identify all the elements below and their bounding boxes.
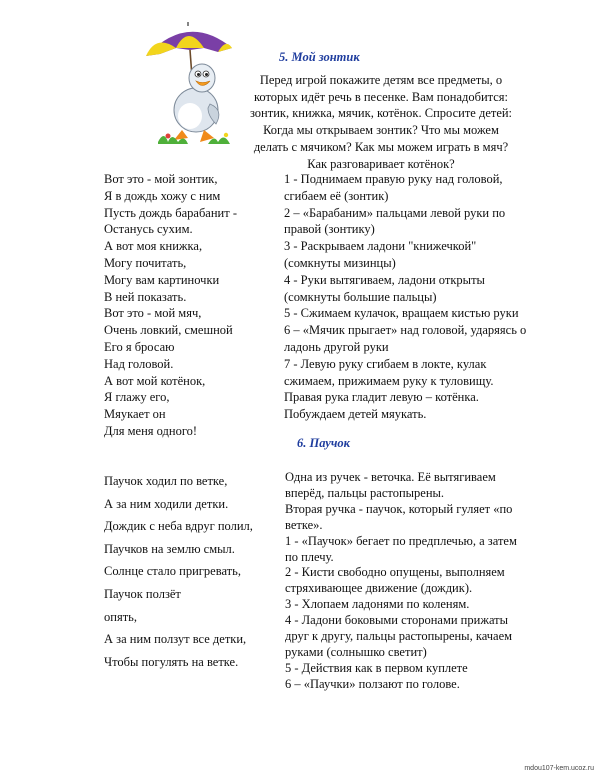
action-line: ветке». xyxy=(285,517,323,532)
section1-poem xyxy=(104,171,237,440)
poem-line: Паучок ходил по ветке, xyxy=(104,474,228,488)
intro-line: Перед игрой покажите детям все предметы, о xyxy=(259,73,503,87)
poem-line: Я глажу его, xyxy=(104,390,170,405)
poem-line: Могу почитать, xyxy=(104,255,187,270)
section2-actions xyxy=(285,470,517,693)
poem-line: Его я бросаю xyxy=(104,339,175,354)
poem-line: Могу вам картиночки xyxy=(104,272,220,287)
section1-intro xyxy=(236,72,526,172)
poem-line: Над головой. xyxy=(104,356,174,371)
action-line: 6 – «Мячик прыгает» над головой, ударяясь о xyxy=(284,323,527,338)
action-line: 7 - Левую руку сгибаем в локте, кулак xyxy=(284,356,487,371)
poem-line: Паучок ползёт xyxy=(104,586,181,601)
action-line: 1 - «Паучок» бегает по предплечью, а затем xyxy=(285,533,517,548)
action-line: стряхивающее движение (дождик). xyxy=(285,581,473,596)
action-line: Вторая ручка - паучок, который гуляет «по xyxy=(285,501,513,516)
action-line: 6 – «Паучки» ползают по голове. xyxy=(285,676,460,691)
poem-line: Останусь сухим. xyxy=(104,222,193,237)
action-line: 3 - Хлопаем ладонями по коленям. xyxy=(285,597,470,612)
poem-line: А вот мой котёнок, xyxy=(104,373,206,388)
footer-url: mdou107-kem.ucoz.ru xyxy=(524,765,594,772)
poem-line: Я в дождь хожу с ним xyxy=(104,188,221,203)
action-line: 4 - Руки вытягиваем, ладони открыты xyxy=(284,272,485,287)
poem-line: В ней показать. xyxy=(104,289,187,304)
action-line: 5 - Действия как в первом куплете xyxy=(285,660,468,675)
action-line: 2 – «Барабаним» пальцами левой руки по xyxy=(284,205,506,220)
poem-line: Пусть дождь барабанит - xyxy=(104,205,237,220)
poem-line: А вот моя книжка, xyxy=(104,239,203,254)
section-title-my-umbrella: 5. Мой зонтик xyxy=(279,50,360,64)
poem-line: Дождик с неба вдруг полил, xyxy=(104,519,253,534)
action-line: 4 - Ладони боковыми сторонами прижаты xyxy=(285,613,509,628)
action-line: сжимаем, прижимаем руку к туловищу. xyxy=(284,373,494,388)
action-line: вперёд, пальцы растопырены. xyxy=(285,485,445,500)
action-line: Побуждаем детей мяукать. xyxy=(284,407,427,422)
section1-actions xyxy=(284,171,526,423)
poem-line: Очень ловкий, смешной xyxy=(104,323,233,338)
action-line: Правая рука гладит левую – котёнка. xyxy=(284,390,479,405)
action-line: правой (зонтику) xyxy=(284,222,375,237)
poem-line: Для меня одного! xyxy=(104,423,198,438)
poem-line: А за ним ходили детки. xyxy=(104,496,229,511)
poem-line: Вот это - мой зонтик, xyxy=(104,172,218,186)
poem-line: Вот это - мой мяч, xyxy=(104,306,202,321)
action-line: по плечу. xyxy=(285,549,334,564)
poem-line: опять, xyxy=(104,609,137,624)
poem-line: А за ним ползут все детки, xyxy=(104,632,247,647)
intro-line: делать с мячиком? Как мы можем играть в мяч? xyxy=(253,139,509,154)
action-line: 1 - Поднимаем правую руку над головой, xyxy=(284,172,503,186)
section-title-spider: 6. Паучок xyxy=(297,436,351,450)
action-line: руками (солнышко светит) xyxy=(285,644,427,659)
intro-line: Как разговаривает котёнок? xyxy=(307,156,455,171)
poem-line: Мяукает он xyxy=(104,407,166,422)
intro-line: которых идёт речь в песенке. Вам понадобится: xyxy=(253,89,509,104)
poem-line: Чтобы погулять на ветке. xyxy=(104,654,239,669)
action-line: сгибаем её (зонтик) xyxy=(284,188,389,203)
action-line: друг к другу, пальцы растопырены, качаем xyxy=(285,629,513,644)
action-line: 5 - Сжимаем кулачок, вращаем кистью руки xyxy=(284,306,519,321)
action-line: Одна из ручек - веточка. Её вытягиваем xyxy=(285,470,496,484)
action-line: ладонь другой руки xyxy=(284,339,389,354)
poem-line: Паучков на землю смыл. xyxy=(104,541,235,556)
intro-line: Когда мы открываем зонтик? Что мы можем xyxy=(263,123,499,138)
action-line: (сомкнуты мизинцы) xyxy=(284,255,396,270)
action-line: 2 - Кисти свободно опущены, выполняем xyxy=(285,565,505,580)
action-line: (сомкнуты большие пальцы) xyxy=(284,289,437,304)
poem-line: Солнце стало пригревать, xyxy=(104,564,241,579)
duckling-umbrella-illustration xyxy=(138,18,238,148)
section2-poem xyxy=(104,470,253,673)
action-line: 3 - Раскрываем ладони "книжечкой" xyxy=(284,239,477,254)
intro-line: зонтик, книжка, мячик, котёнок. Спросите детей: xyxy=(249,106,513,121)
